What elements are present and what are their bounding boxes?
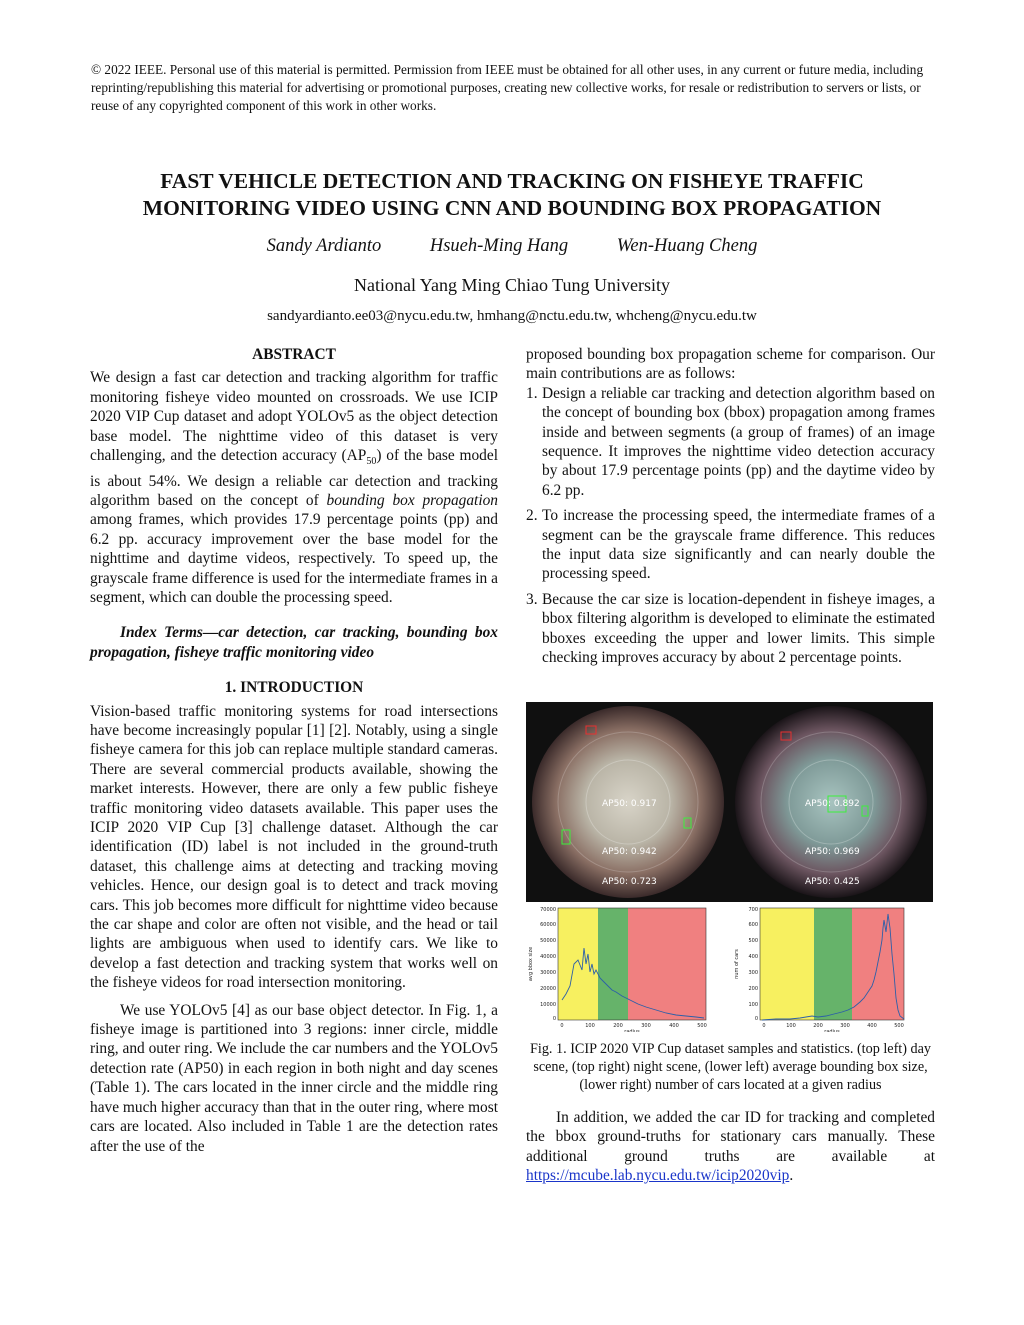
title-line-2: MONITORING VIDEO USING CNN AND BOUNDING BOX PROPAGATION [142, 196, 882, 220]
figure-1-graphic [526, 702, 933, 1032]
abstract-text: We design a fast car detection and tracking algorithm for traffic monitoring fisheye video mounted on crossroads. We use ICIP 2020 VIP Cup dataset and adopt YOLOv5 as the object detection base model. The nighttime video of this dataset is very challenging, and the detection accuracy $(AP_{50})$ of the base model is about 54%. We design a reliable car detection and tracking algorithm based on the concept of bounding box propagation among frames, which provides 17.9 percentage points (pp) and 6.2 pp. accuracy improvement over the base model for the nighttime and daytime videos, respectively. To speed up, the grayscale frame difference is used for the intermediate frames in a segment, which can double the processing speed. [90, 369, 498, 606]
dataset-link[interactable]: https://mcube.lab.nycu.edu.tw/icip2020vip [526, 1167, 790, 1185]
figure-1 [526, 702, 933, 1032]
abstract-heading: ABSTRACT [252, 346, 336, 363]
index-terms: Index Terms—car detection, car tracking, bounding box propagation, fisheye traffic monitoring video [90, 624, 498, 661]
contribution-list [526, 384, 935, 668]
introduction-heading: 1. INTRODUCTION [224, 679, 364, 697]
day-ap-middle: AP50: 0.942 [602, 847, 657, 857]
svg-text:60000: 60000 [540, 922, 556, 928]
svg-text:100: 100 [748, 1002, 758, 1008]
author-2: Hsueh-Ming Hang [429, 236, 569, 256]
svg-text:400: 400 [867, 1023, 877, 1029]
middle-region-band [598, 908, 628, 1020]
night-ap-middle: AP50: 0.969 [805, 847, 860, 857]
svg-text:500: 500 [748, 938, 758, 944]
svg-text:avg bbox size: avg bbox size [528, 946, 534, 982]
svg-text:num of cars: num of cars [734, 949, 740, 979]
svg-text:20000: 20000 [540, 986, 556, 992]
intro-paragraph-2: We use YOLOv5 [4] as our base object detector. In Fig. 1, a fisheye image is partitioned into 3 regions: inner circle, middle ring, and outer ring. We include the car numbers and the YOLOv5 detection rate (AP50) in each region in both night and day scenes (Table 1). The cars located in the inner circle and the middle ring have much higher accuracy than that in the outer ring, where most cars are located. Also included in Table 1 are the detection rates after the use of the [90, 1001, 498, 1155]
inner-region-band [760, 908, 814, 1020]
svg-text:400: 400 [748, 954, 758, 960]
author-1: Sandy Ardianto [266, 236, 382, 256]
day-ap-outer: AP50: 0.723 [602, 877, 657, 887]
svg-text:radius: radius [624, 1029, 640, 1032]
intro-continued: proposed bounding box propagation scheme for comparison. Our main contributions are as follows: [526, 346, 935, 383]
intro-paragraph-1: Vision-based traffic monitoring systems for road intersections have become increasingly popular [1] [2]. Notably, using a single fisheye camera for this job can replace multiple standard cameras. There are several commercial products available, showing the market interests. However, there are only a few public fisheye traffic monitoring video datasets available. This paper uses the ICIP 2020 VIP Cup [3] challenge dataset. Although the car identification (ID) label is not included in the ground-truth dataset, this challenge aims at detecting and tracking moving vehicles. Hence, our design goal is to detect and track moving cars. This job becomes more difficult for nighttime video because the car shape and color are often not visible, and the head or tail lights are ambiguous when used to identify cars. We like to develop a fast detection and tracking system that works well on the fisheye videos for road intersection monitoring. [90, 702, 498, 992]
svg-text:200: 200 [813, 1023, 823, 1029]
left-column [90, 345, 498, 1156]
night-ap-outer: AP50: 0.425 [805, 877, 860, 887]
svg-text:200: 200 [613, 1023, 623, 1029]
svg-text:0: 0 [552, 1016, 556, 1022]
addition-paragraph: In addition, we added the car ID for tracking and completed the bbox ground-truths for stationary cars manually. These additional ground truths are available at https://mcube.lab.nycu.edu.tw/icip2020vip. [526, 1109, 935, 1185]
day-ap-inner: AP50: 0.917 [602, 799, 657, 809]
svg-text:50000: 50000 [540, 938, 556, 944]
contribution-item: 1. Design a reliable car tracking and detection algorithm based on the concept of bounding box (bbox) propagation among frames inside and between segments (a group of frames) of an image sequence. It improves the nighttime video detection accuracy by about 17.9 percentage points (pp) and the daytime video by 6.2 pp. [526, 384, 935, 499]
night-ap-inner: AP50: 0.892 [805, 799, 860, 809]
author-emails: sandyardianto.ee03@nycu.edu.tw, hmhang@nctu.edu.tw, whcheng@nycu.edu.tw [267, 308, 757, 324]
svg-text:0: 0 [754, 1016, 758, 1022]
svg-text:300: 300 [840, 1023, 850, 1029]
contribution-item: 3. Because the car size is location-dependent in fisheye images, a bbox filtering algorithm is developed to eliminate the estimated bboxes exceeding the upper and lower limits. This simple checking improves accuracy by about 2 percentage points. [526, 590, 935, 667]
affiliation: National Yang Ming Chiao Tung University [353, 275, 671, 295]
svg-text:70000: 70000 [540, 907, 556, 913]
svg-text:300: 300 [641, 1023, 651, 1029]
paper-title [60, 168, 964, 222]
title-line-1: FAST VEHICLE DETECTION AND TRACKING ON FISHEYE TRAFFIC [160, 169, 864, 193]
svg-text:10000: 10000 [540, 1002, 556, 1008]
author-3: Wen-Huang Cheng [616, 236, 758, 256]
contribution-item: 2. To increase the processing speed, the intermediate frames of a segment can be the grayscale frame difference. This reduces the input data size significantly and can nearly double the processing speed. [526, 507, 935, 583]
figure-1-caption: Fig. 1. ICIP 2020 VIP Cup dataset samples and statistics. (top left) day scene, (top right) night scene, (lower left) average bounding box size, (lower right) number of cars located at a given radius [529, 1041, 932, 1093]
svg-text:300: 300 [748, 970, 758, 976]
svg-text:700: 700 [748, 907, 758, 913]
car-count-chart [734, 907, 904, 1032]
author-list [0, 236, 1024, 257]
svg-text:600: 600 [748, 922, 758, 928]
svg-text:200: 200 [748, 986, 758, 992]
svg-text:100: 100 [585, 1023, 595, 1029]
middle-region-band [814, 908, 852, 1020]
svg-text:radius: radius [824, 1029, 840, 1032]
svg-text:400: 400 [669, 1023, 679, 1029]
outer-region-band [628, 908, 706, 1020]
svg-text:500: 500 [697, 1023, 707, 1029]
bbox-size-chart [528, 907, 707, 1032]
copyright-notice: © 2022 IEEE. Personal use of this material is permitted. Permission from IEEE must be obtained for all other uses, in any current or future media, including reprinting/republishing this material for advertising or promotional purposes, creating new collective works, for resale or redistribution to servers or lists, or reuse of any copyrighted component of this work in other works. [91, 62, 924, 113]
svg-text:0: 0 [560, 1023, 564, 1029]
svg-text:30000: 30000 [540, 970, 556, 976]
svg-text:0: 0 [762, 1023, 766, 1029]
svg-text:40000: 40000 [540, 954, 556, 960]
svg-text:100: 100 [786, 1023, 796, 1029]
svg-text:500: 500 [894, 1023, 904, 1029]
right-column [526, 345, 935, 674]
